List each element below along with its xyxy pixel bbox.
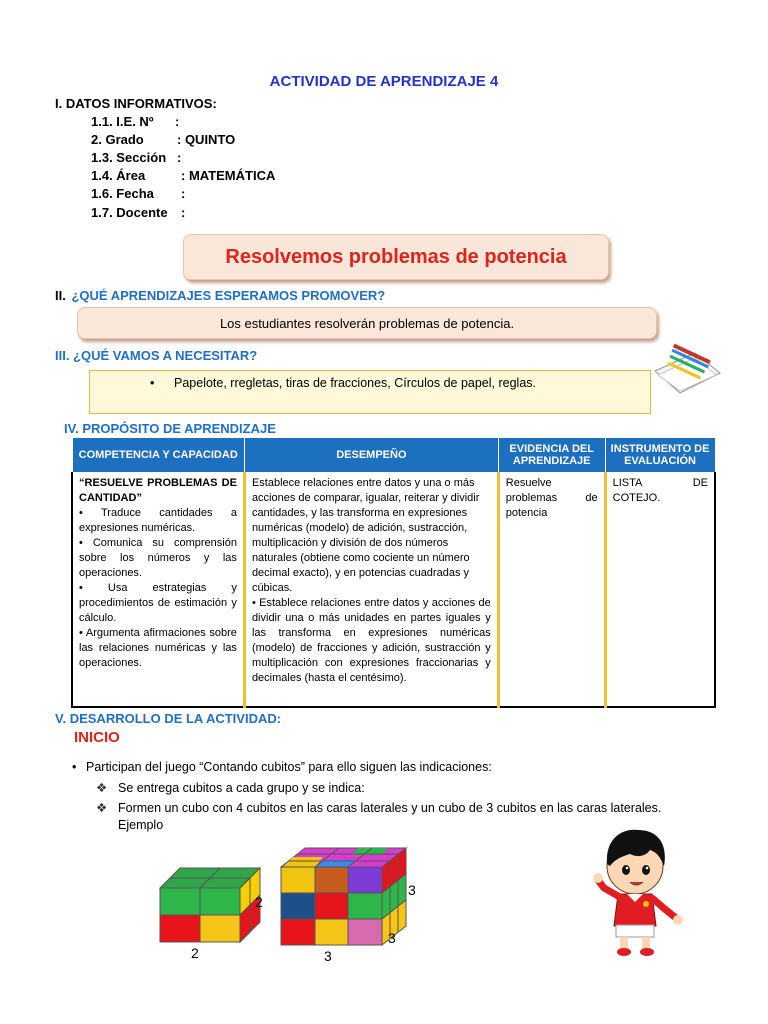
- materials-item: • Papelote, rregletas, tiras de fracciones, Círculos de papel, reglas.: [150, 376, 536, 390]
- cube2-side-bottom-label: 3: [388, 930, 396, 946]
- competencia-cell: “RESUELVE PROBLEMAS DE CANTIDAD” • Traduce cantidades a expresiones numéricas. • Comunica su comprensión sobre los números y las operaciones. • Usa estrategias y procedimientos de estimación y cálculo. • Argumenta afirmaciones sobre las relaciones numéricas y las operaciones.: [72, 473, 244, 707]
- inicio-heading: INICIO: [74, 729, 120, 746]
- page-title: ACTIVIDAD DE APRENDIZAJE 4: [269, 73, 499, 90]
- cube-3x3-illustration: [278, 843, 416, 965]
- section-3-heading: III. ¿QUÉ VAMOS A NECESITAR?: [55, 348, 258, 363]
- section-4-heading: IV. PROPÓSITO DE APRENDIZAJE: [64, 421, 276, 436]
- cube-2x2-illustration: [155, 860, 275, 965]
- evidencia-cell: Resuelve problemas de potencia: [498, 473, 605, 707]
- bullet-juego: • Participan del juego “Contando cubitos” para ello siguen las indicaciones:: [72, 760, 492, 774]
- section-1-heading: I. DATOS INFORMATIVOS:: [55, 96, 217, 111]
- header-instrumento: INSTRUMENTO DE EVALUACIÓN: [605, 438, 715, 473]
- info-row-fecha: 1.6. Fecha :: [91, 186, 186, 201]
- info-row-grado: 2. Grado : QUINTO: [91, 132, 236, 147]
- section-2-heading: II. ¿QUÉ APRENDIZAJES ESPERAMOS PROMOVER?: [55, 288, 386, 303]
- info-row-docente: 1.7. Docente :: [91, 205, 186, 220]
- info-row-ie: 1.1. I.E. Nº :: [91, 114, 180, 129]
- cube1-side-label: 2: [255, 894, 263, 910]
- school-supplies-icon: [650, 343, 725, 398]
- desempeno-cell: Establece relaciones entre datos y una o más acciones de comparar, igualar, reiterar y dividir cantidades, y las transforma en expresiones numéricas (modelo) de adición, sustracción, multiplicación y división de dos números naturales (obtiene como cociente un número decimal exacto), y en potencias cuadradas y cúbicas. • Establece relaciones entre datos y acciones de dividir una o más unidades en partes iguales y las transforma en expresiones numéricas (modelo) de fracciones y adición, sustracción y multiplicación con expresiones fraccionarias y decimales (hasta el centésimo).: [244, 473, 498, 707]
- section-5-heading: V. DESARROLLO DE LA ACTIVIDAD:: [55, 711, 282, 726]
- instrumento-cell: LISTA DE COTEJO.: [605, 473, 715, 707]
- info-row-area: 1.4. Área : MATEMÁTICA: [91, 168, 276, 183]
- lesson-title-banner: Resolvemos problemas de potencia: [183, 234, 609, 280]
- header-desempeno: DESEMPEÑO: [244, 438, 498, 473]
- header-evidencia: EVIDENCIA DEL APRENDIZAJE: [498, 438, 605, 473]
- boy-character-illustration: [590, 826, 690, 961]
- purpose-table: [71, 437, 716, 708]
- cube2-bottom-label: 3: [324, 948, 332, 964]
- sub-item-cubitos: ❖ Se entrega cubitos a cada grupo y se indica:: [96, 781, 365, 795]
- sub-item-formen: ❖ Formen un cubo con 4 cubitos en las caras laterales y un cubo de 3 cubitos en las caras laterales.: [96, 801, 662, 815]
- cube1-bottom-label: 2: [191, 945, 199, 961]
- cube2-side-top-label: 3: [408, 882, 416, 898]
- learning-goal-box: Los estudiantes resolverán problemas de potencia.: [77, 307, 657, 339]
- info-row-seccion: 1.3. Sección :: [91, 150, 182, 165]
- header-competencia: COMPETENCIA Y CAPACIDAD: [72, 438, 244, 473]
- sub-item-ejemplo: Ejemplo: [118, 818, 164, 832]
